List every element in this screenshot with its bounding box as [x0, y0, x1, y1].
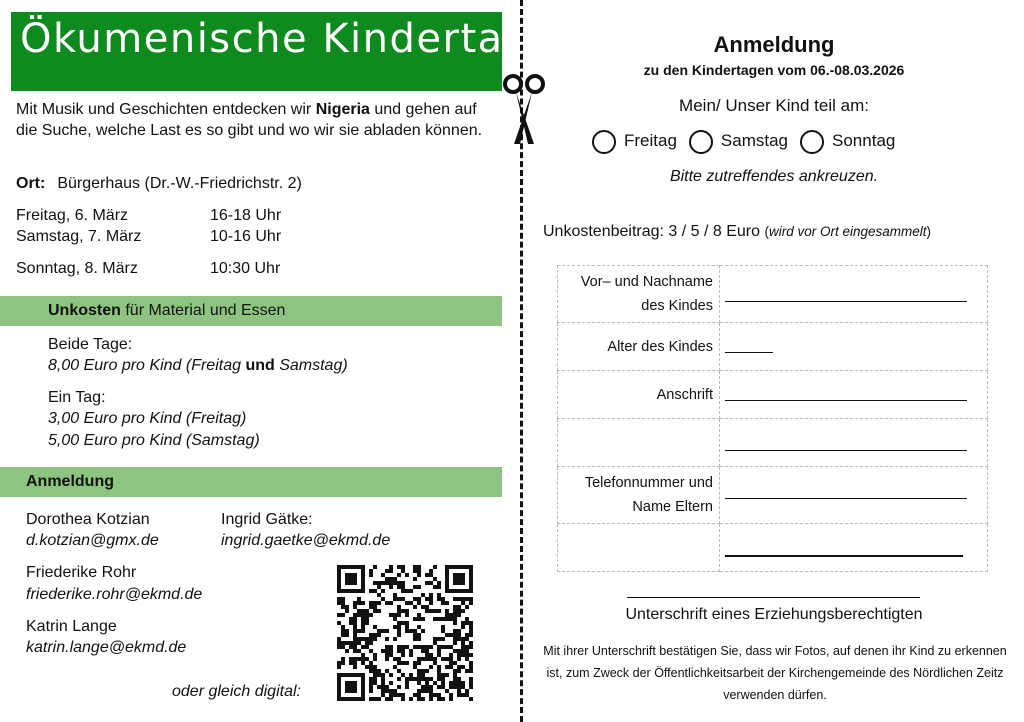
registration-band: Anmeldung [0, 467, 502, 497]
radio-circle-icon[interactable] [800, 130, 824, 154]
intro-text: Mit Musik und Geschichten entdecken wir Nigeria und gehen auf die Suche, welche Last es so gibt und wo wir sie abladen können. [16, 101, 483, 139]
one-day-label: Ein Tag: [48, 389, 106, 406]
contact-3-name: Katrin Lange [26, 618, 117, 635]
name-label: Vor– und Nachname des Kindes [558, 266, 720, 323]
radio-circle-icon[interactable] [689, 130, 713, 154]
day-options [592, 130, 895, 154]
phone-input[interactable] [725, 498, 967, 499]
contact-2-email[interactable]: friederike.rohr@ekmd.de [26, 586, 203, 603]
registration-form [557, 265, 988, 572]
form-heading: Anmeldung [713, 32, 835, 57]
parent-name-input[interactable] [725, 555, 963, 557]
address-label: Anschrift [558, 371, 720, 419]
schedule-time-2: 10:30 Uhr [210, 260, 281, 277]
participation-text: Mein/ Unser Kind teil am: [679, 96, 869, 115]
radio-friday[interactable]: Freitag [592, 131, 677, 150]
schedule-day-0: Freitag, 6. März [16, 207, 129, 224]
consent-text: Mit ihrer Unterschrift bestätigen Sie, dass wir Fotos, auf denen ihr Kind zu erkennen ist, zum Zweck der Öffentlichkeitsarbeit der Kirchengemeinde des Nördlichen Zeitz verwenden dürfen. [543, 644, 1007, 702]
contact-1-name: Ingrid Gätke: [221, 511, 313, 528]
address-input-2[interactable] [725, 450, 967, 451]
schedule-time-1: 10-16 Uhr [210, 228, 282, 245]
contact-1-email[interactable]: ingrid.gaetke@ekmd.de [221, 532, 391, 549]
signature-label: Unterschrift eines Erziehungsberechtigten [625, 606, 923, 623]
one-day-price-friday: 3,00 Euro pro Kind (Freitag) [48, 410, 247, 427]
age-label: Alter des Kindes [558, 323, 720, 371]
contact-0-name: Dorothea Kotzian [26, 511, 150, 528]
schedule-time-0: 16-18 Uhr [210, 207, 282, 224]
one-day-price-saturday: 5,00 Euro pro Kind (Samstag) [48, 432, 260, 449]
digital-label: oder gleich digital: [172, 683, 301, 700]
page-title: Ökumenische Kindertage [20, 16, 557, 62]
both-days-price: 8,00 Euro pro Kind (Freitag und Samstag) [48, 357, 348, 374]
schedule-day-1: Samstag, 7. März [16, 228, 142, 245]
radio-sunday[interactable]: Sonntag [800, 131, 895, 150]
age-input[interactable] [725, 352, 773, 353]
phone-label: Telefonnummer und Name Eltern [558, 467, 720, 524]
qr-code[interactable] [337, 565, 473, 701]
radio-circle-icon[interactable] [592, 130, 616, 154]
contact-0-email[interactable]: d.kotzian@gmx.de [26, 532, 159, 549]
radio-saturday[interactable]: Samstag [689, 131, 788, 150]
name-input[interactable] [725, 301, 967, 302]
fee-text: Unkostenbeitrag: 3 / 5 / 8 Euro (wird vor Ort eingesammelt) [543, 223, 932, 240]
instruction-text: Bitte zutreffendes ankreuzen. [669, 168, 879, 185]
both-days-label: Beide Tage: [48, 336, 133, 353]
schedule-day-2: Sonntag, 8. März [16, 260, 138, 277]
location: Ort: Bürgerhaus (Dr.-W.-Friedrichstr. 2) [16, 175, 302, 192]
contact-3-email[interactable]: katrin.lange@ekmd.de [26, 639, 187, 656]
address-input-1[interactable] [725, 400, 967, 401]
form-subheading: zu den Kindertagen vom 06.-08.03.2026 [643, 62, 905, 78]
costs-band: Unkosten für Material und Essen [0, 296, 502, 326]
signature-line[interactable] [627, 597, 920, 598]
contact-2-name: Friederike Rohr [26, 564, 137, 581]
